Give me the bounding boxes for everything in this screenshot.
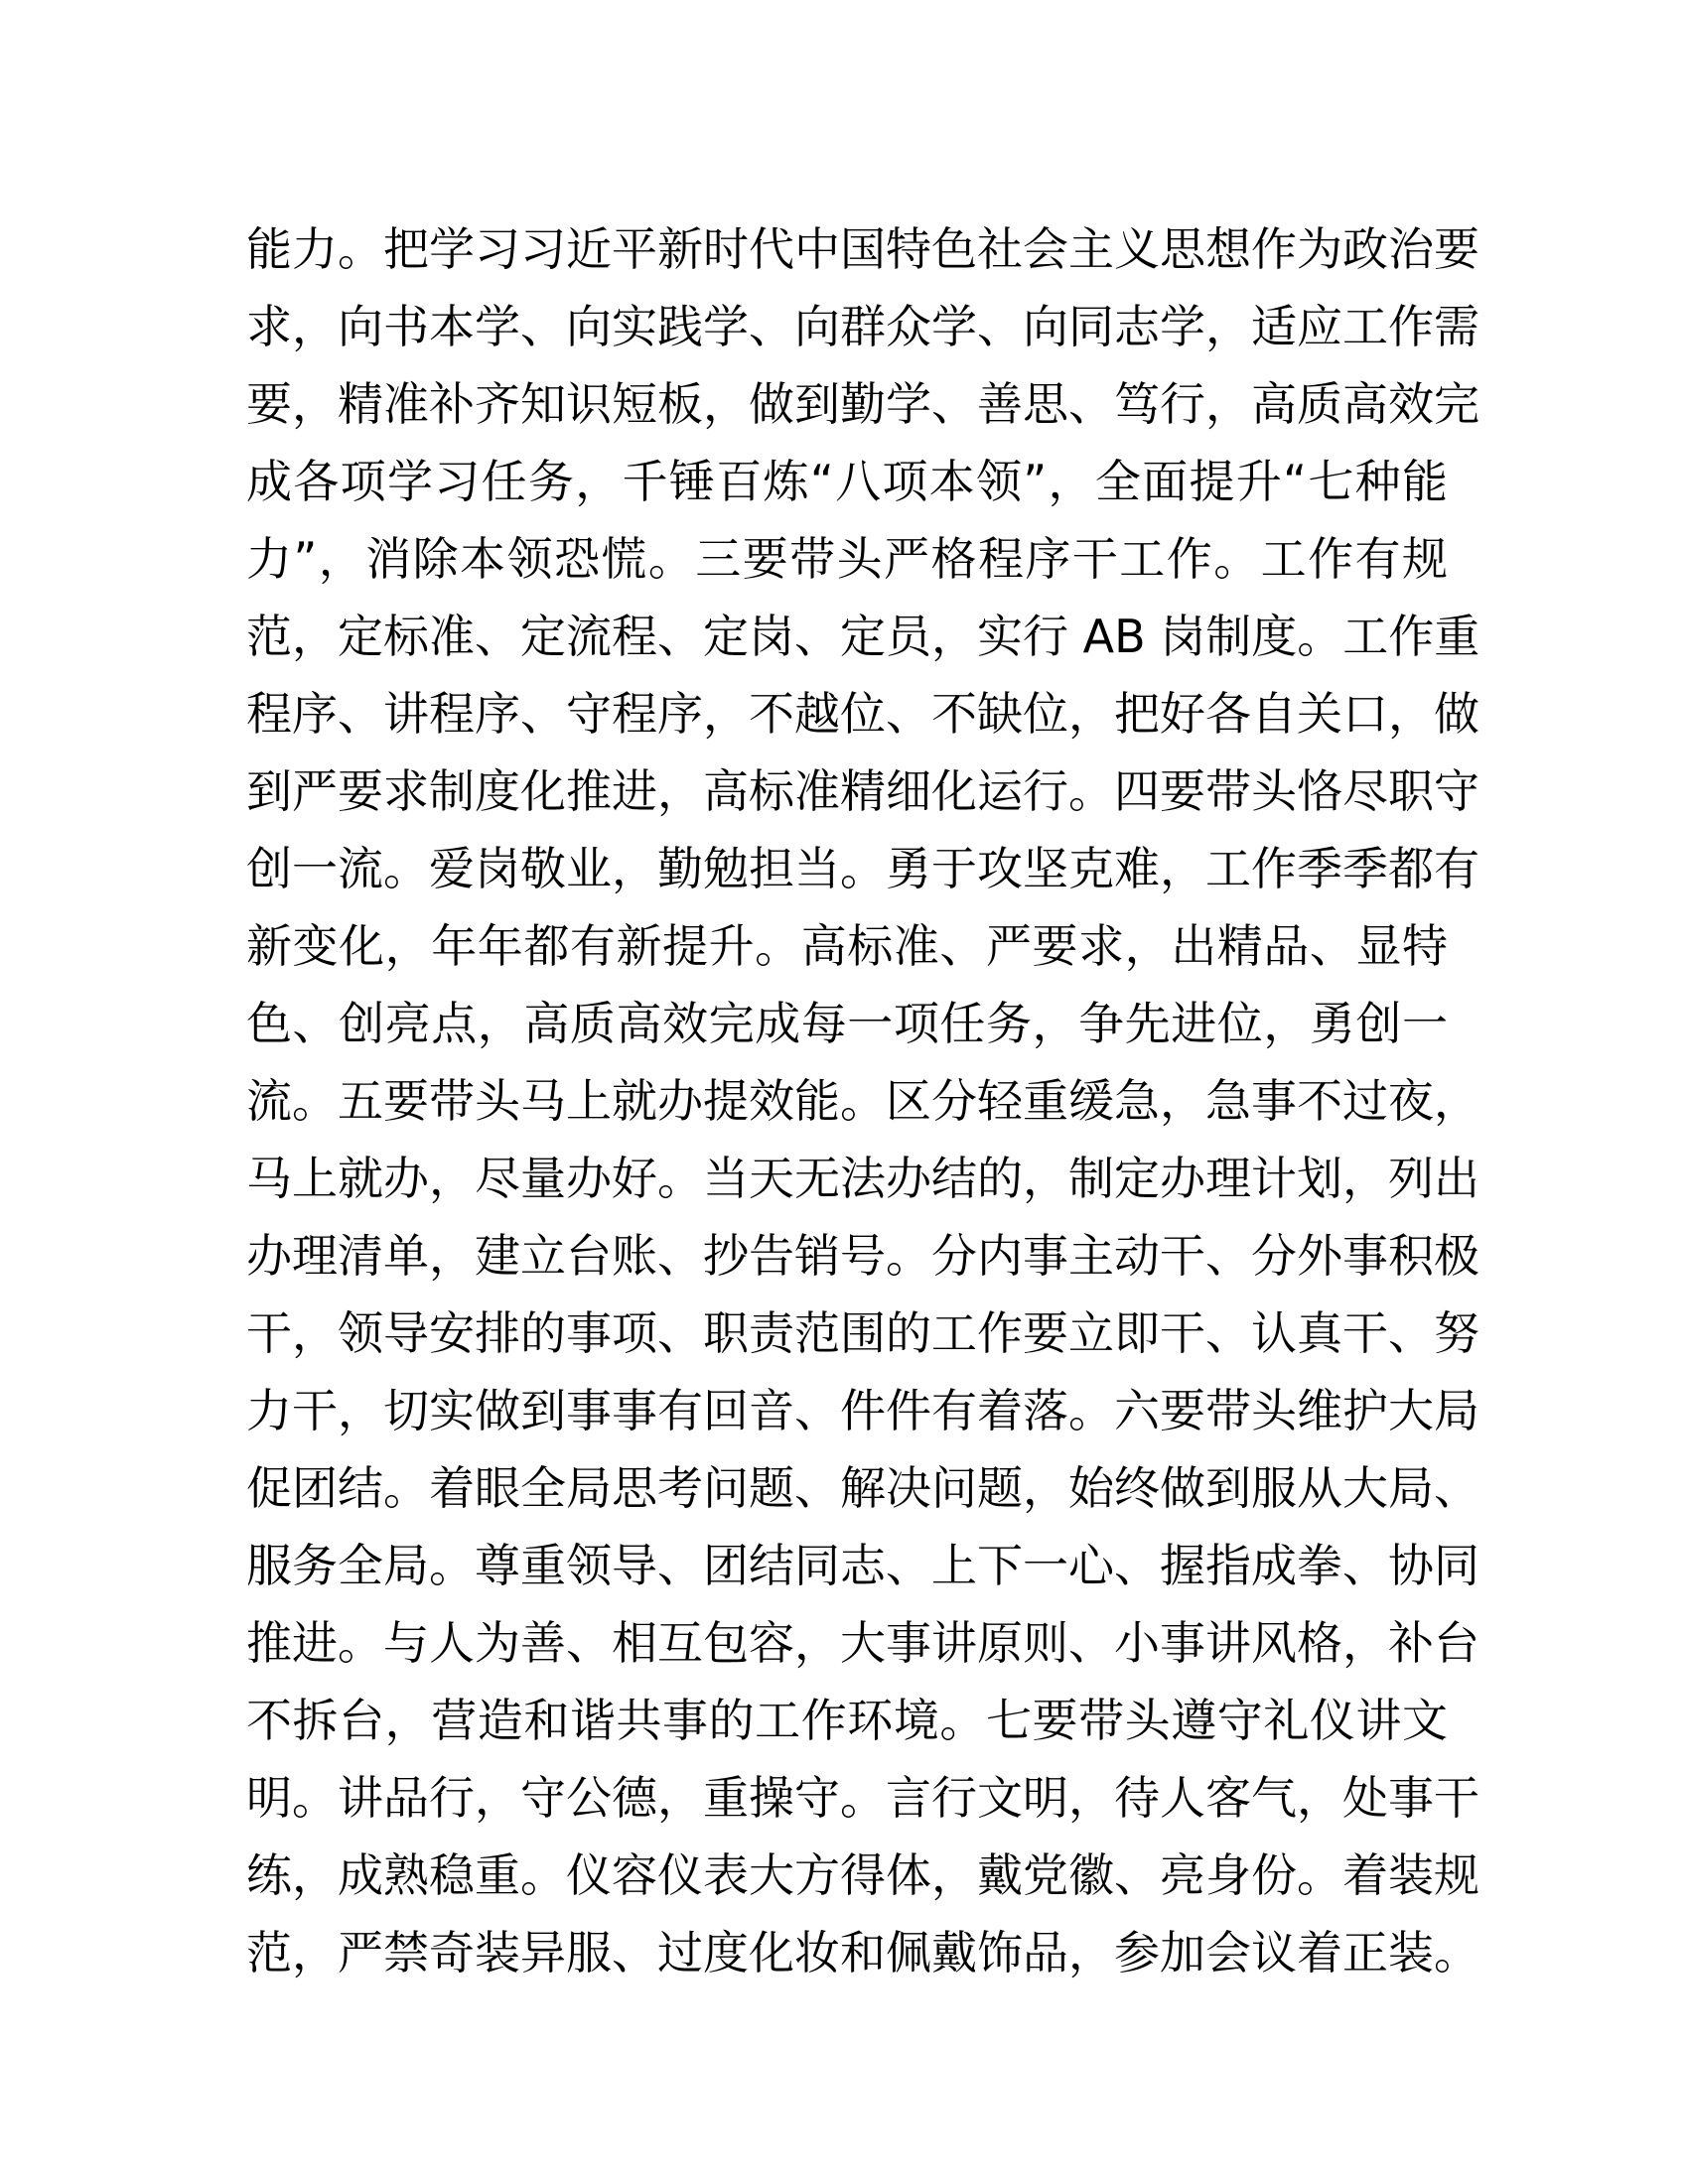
text-line: 促团结。着眼全局思考问题、解决问题，始终做到服从大局、 (246, 1461, 1479, 1515)
text-line: 流。五要带头马上就办提效能。区分轻重缓急，急事不过夜， (246, 1074, 1479, 1128)
text-line: 办理清单，建立台账、抄告销号。分内事主动干、分外事积极 (246, 1229, 1479, 1283)
text-line: 干，领导安排的事项、职责范围的工作要立即干、认真干、努 (246, 1306, 1479, 1360)
text-line: 程序、讲程序、守程序，不越位、不缺位，把好各自关口，做 (246, 687, 1479, 741)
text-line: 创一流。爱岗敬业，勤勉担当。勇于攻坚克难，工作季季都有 (246, 842, 1479, 895)
body-text (246, 210, 1480, 1991)
text-line: 马上就办，尽量办好。当天无法办结的，制定办理计划，列出 (246, 1152, 1479, 1205)
text-line: 求，向书本学、向实践学、向群众学、向同志学，适应工作需 (246, 300, 1479, 353)
text-line: 明。讲品行，守公德，重操守。言行文明，待人客气，处事干 (246, 1771, 1479, 1825)
text-line: 色、创亮点，高质高效完成每一项任务，争先进位，勇创一 (246, 997, 1448, 1050)
text-line: 成各项学习任务，千锤百炼“八项本领”，全面提升“七种能 (246, 455, 1448, 508)
text-line: 服务全局。尊重领导、团结同志、上下一心、握指成拳、协同 (246, 1539, 1479, 1592)
text-line: 不拆台，营造和谐共事的工作环境。七要带头遵守礼仪讲文 (246, 1694, 1448, 1747)
text-line: 要，精准补齐知识短板，做到勤学、善思、笃行，高质高效完 (246, 377, 1479, 431)
text-line: 练，成熟稳重。仪容仪表大方得体，戴党徽、亮身份。着装规 (246, 1848, 1479, 1902)
text-line: 能力。把学习习近平新时代中国特色社会主义思想作为政治要 (246, 222, 1479, 276)
text-line: 范，严禁奇装异服、过度化妆和佩戴饰品，参加会议着正装。 (246, 1926, 1479, 1979)
text-line: 力”，消除本领恐慌。三要带头严格程序干工作。工作有规 (246, 532, 1448, 586)
text-line: 到严要求制度化推进，高标准精细化运行。四要带头恪尽职守 (246, 764, 1479, 818)
text-line: 新变化，年年都有新提升。高标准、严要求，出精品、显特 (246, 919, 1448, 973)
text-line: 力干，切实做到事事有回音、件件有着落。六要带头维护大局 (246, 1384, 1479, 1437)
text-line: 范，定标准、定流程、定岗、定员，实行 AB 岗制度。工作重 (246, 610, 1480, 663)
text-line: 推进。与人为善、相互包容，大事讲原则、小事讲风格，补台 (246, 1616, 1479, 1670)
